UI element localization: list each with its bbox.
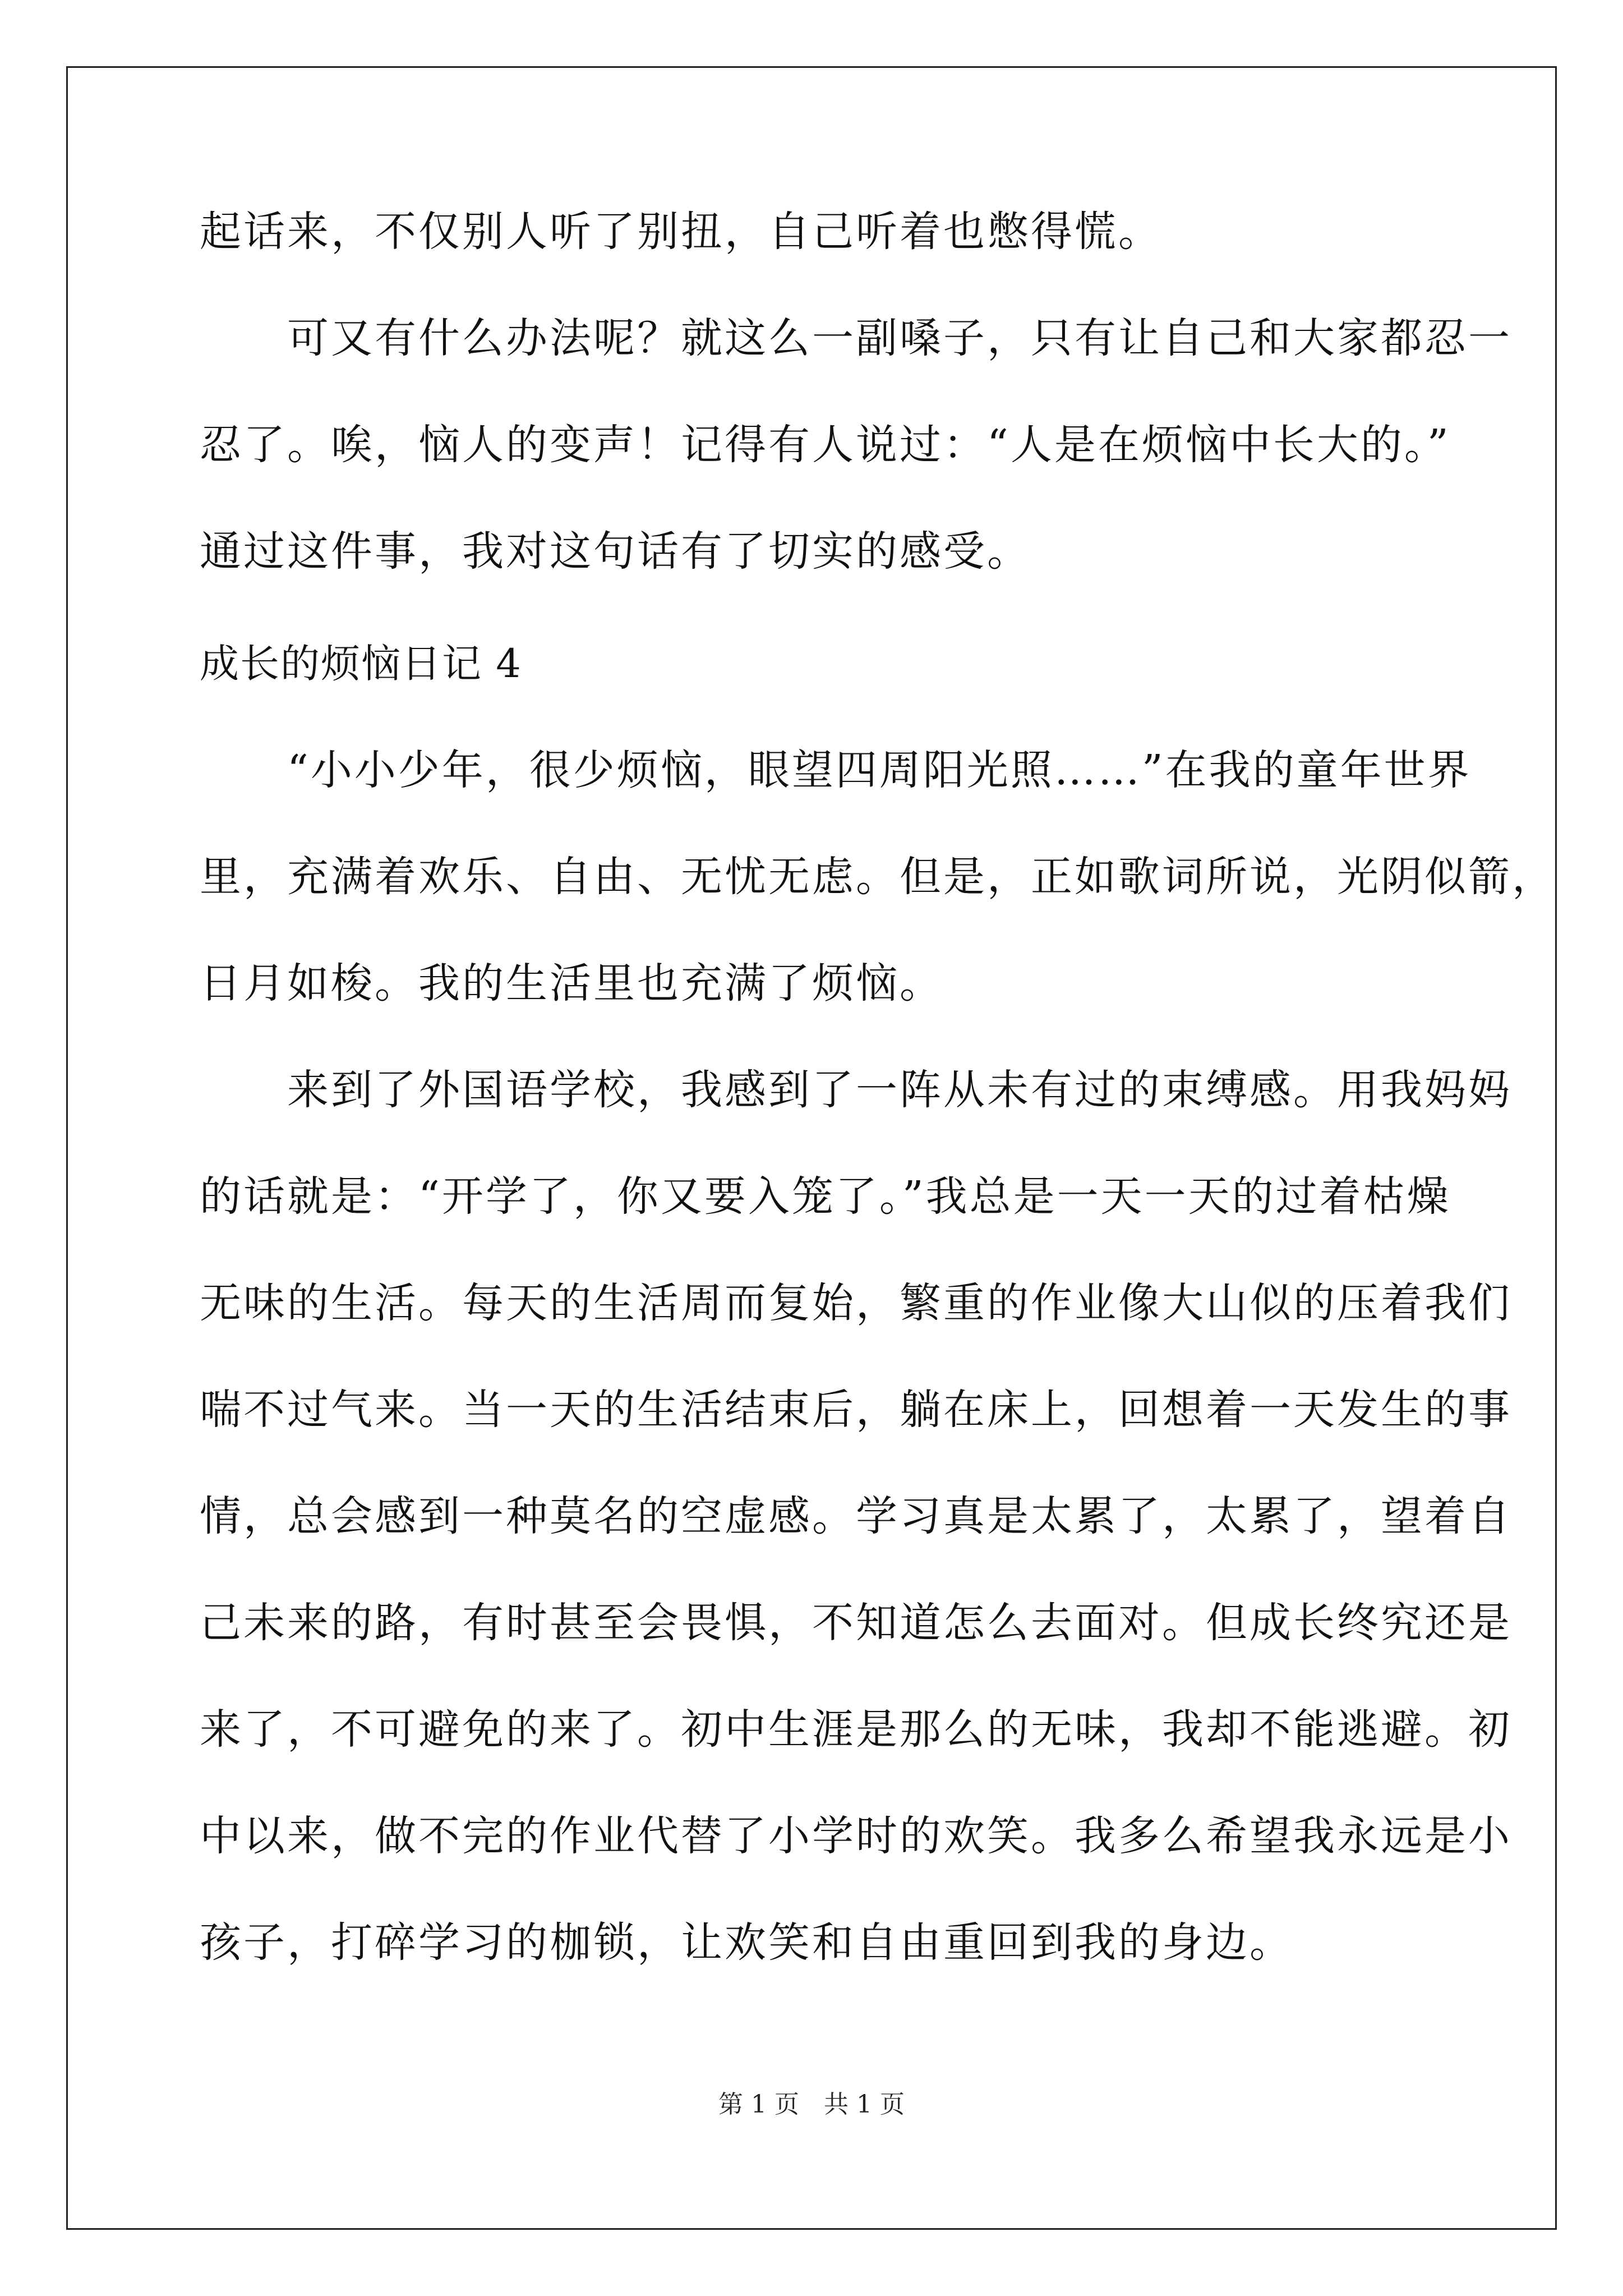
- text-line: 里，充满着欢乐、自由、无忧无虑。但是，正如歌词所说，光阴似箭，: [200, 853, 1556, 901]
- text-line: 己未来的路，有时甚至会畏惧，不知道怎么去面对。但成长终究还是: [200, 1599, 1512, 1647]
- text-line: 孩子，打碎学习的枷锁，让欢笑和自由重回到我的身边。: [200, 1918, 1293, 1967]
- text-line: 喘不过气来。当一天的生活结束后，躺在床上，回想着一天发生的事: [200, 1386, 1512, 1434]
- text-line: 忍了。唉，恼人的变声！记得有人说过：“人是在烦恼中长大的。”: [200, 421, 1451, 469]
- page-border: [66, 66, 1557, 2230]
- text-line: 情，总会感到一种莫名的空虚感。学习真是太累了，太累了，望着自: [200, 1492, 1512, 1540]
- text-line: 无味的生活。每天的生活周而复始，繁重的作业像大山似的压着我们: [200, 1279, 1512, 1327]
- text-line: 来了，不可避免的来了。初中生涯是那么的无味，我却不能逃避。初: [200, 1705, 1512, 1754]
- section-heading: 成长的烦恼日记 4: [200, 641, 522, 687]
- text-line: “小小少年，很少烦恼，眼望四周阳光照……”在我的童年世界: [200, 746, 1472, 794]
- text-line: 中以来，做不完的作业代替了小学时的欢笑。我多么希望我永远是小: [200, 1812, 1512, 1860]
- text-line: 来到了外国语学校，我感到了一阵从未有过的束缚感。用我妈妈: [200, 1066, 1512, 1114]
- text-line: 起话来，不仅别人听了别扭，自己听着也憋得慌。: [200, 208, 1162, 256]
- text-line: 日月如梭。我的生活里也充满了烦恼。: [200, 959, 943, 1007]
- text-line: 通过这件事，我对这句话有了切实的感受。: [200, 527, 1031, 576]
- text-line: 可又有什么办法呢？就这么一副嗓子，只有让自己和大家都忍一: [200, 314, 1512, 362]
- text-line: 的话就是：“开学了，你又要入笼了。”我总是一天一天的过着枯燥: [200, 1172, 1451, 1221]
- page-footer: 第 1 页 共 1 页: [718, 2090, 905, 2119]
